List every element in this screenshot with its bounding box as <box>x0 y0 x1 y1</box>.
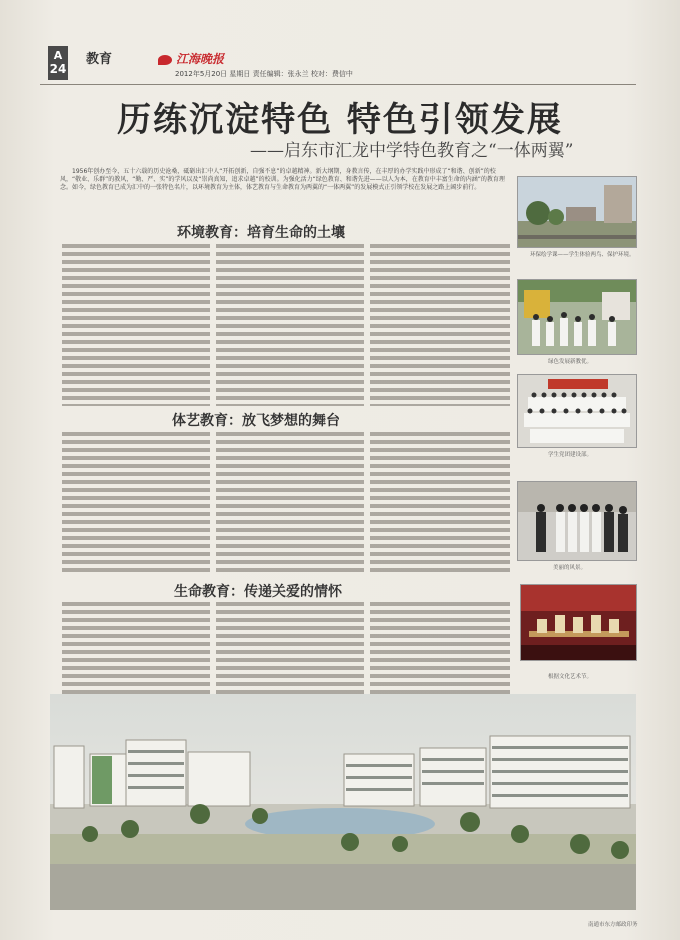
body-column <box>216 432 364 572</box>
photo-caption: 学生党团建设部。 <box>548 452 593 458</box>
text-block <box>62 432 210 572</box>
photo-award-ceremony <box>517 481 637 561</box>
article-subheadline: ——启东市汇龙中学特色教育之“一体两翼” <box>250 141 574 161</box>
text-block <box>370 432 510 572</box>
section-heading-environment: 环境教育：培育生命的土壤 <box>177 225 345 241</box>
photo-image <box>518 482 636 560</box>
article-intro: 1956年创办至今，五十六载的历史沧桑，砥砺出汇中人“开拓创新，自强不息”的卓越精神。新大纲期，身教言传，在丰厚的办学实践中形成了“和谐、创新”的校风，“敬业、乐群”的教风，“勤、严、实”的学风以及“崇尚真知，追求卓越”的校训。为强化活力“绿色教育、和谐先进——以人为本，在教育中丰富生命的内涵”的教育理念。如今，绿色教育已成为汇中的一张特色名片，以环境教育为主体，体艺教育与生命教育为两翼的“一体两翼”的发展模式正引领学校在发展之路上阔步前行。 <box>60 168 505 191</box>
photo-image <box>518 375 636 447</box>
header-rule <box>40 84 636 85</box>
text-block <box>216 602 364 694</box>
printer-footer: 南通市东方邮政印务 <box>588 922 638 928</box>
photo-campus-gate <box>517 176 637 248</box>
photo-image <box>518 280 636 354</box>
photo-students-outdoors <box>517 279 637 355</box>
logo-icon <box>158 55 172 65</box>
body-column <box>370 602 510 694</box>
text-block <box>62 244 210 406</box>
page-number: 24 <box>49 62 67 76</box>
campus-panorama-photo <box>50 694 636 910</box>
page-tab <box>48 46 68 80</box>
newspaper-name: 江海晚报 <box>176 52 225 66</box>
photo-arts-festival <box>520 584 637 661</box>
text-block <box>216 432 364 572</box>
body-column <box>62 602 210 694</box>
body-column <box>62 432 210 572</box>
text-block <box>216 244 364 406</box>
newspaper-logo <box>158 50 224 67</box>
body-column <box>216 602 364 694</box>
photo-caption: 根据文化艺术节。 <box>548 674 593 680</box>
photo-caption: 美丽的风景。 <box>553 565 587 571</box>
body-column <box>62 244 210 406</box>
body-column <box>216 244 364 406</box>
photo-caption: 绿色发展新教优。 <box>548 359 593 365</box>
text-block <box>370 602 510 694</box>
section-name: 教育 <box>86 52 113 67</box>
text-block <box>370 244 510 406</box>
section-heading-sports-arts: 体艺教育：放飞梦想的舞台 <box>172 413 340 429</box>
page-header <box>40 44 640 84</box>
photo-student-group <box>517 374 637 448</box>
photo-image <box>50 694 636 910</box>
issue-meta: 2012年5月20日 星期日 责任编辑：张永兰 校对：费信中 <box>175 70 353 78</box>
body-column <box>370 432 510 572</box>
photo-image <box>521 585 636 660</box>
page-letter: A <box>53 49 63 62</box>
body-column <box>370 244 510 406</box>
article-headline: 历练沉淀特色 特色引领发展 <box>117 100 563 140</box>
photo-image <box>518 177 636 247</box>
section-heading-life: 生命教育：传递关爱的情怀 <box>174 584 342 600</box>
photo-caption: 环保绘学课——学生体验两鸟、保护环境。 <box>530 252 635 258</box>
text-block <box>62 602 210 694</box>
